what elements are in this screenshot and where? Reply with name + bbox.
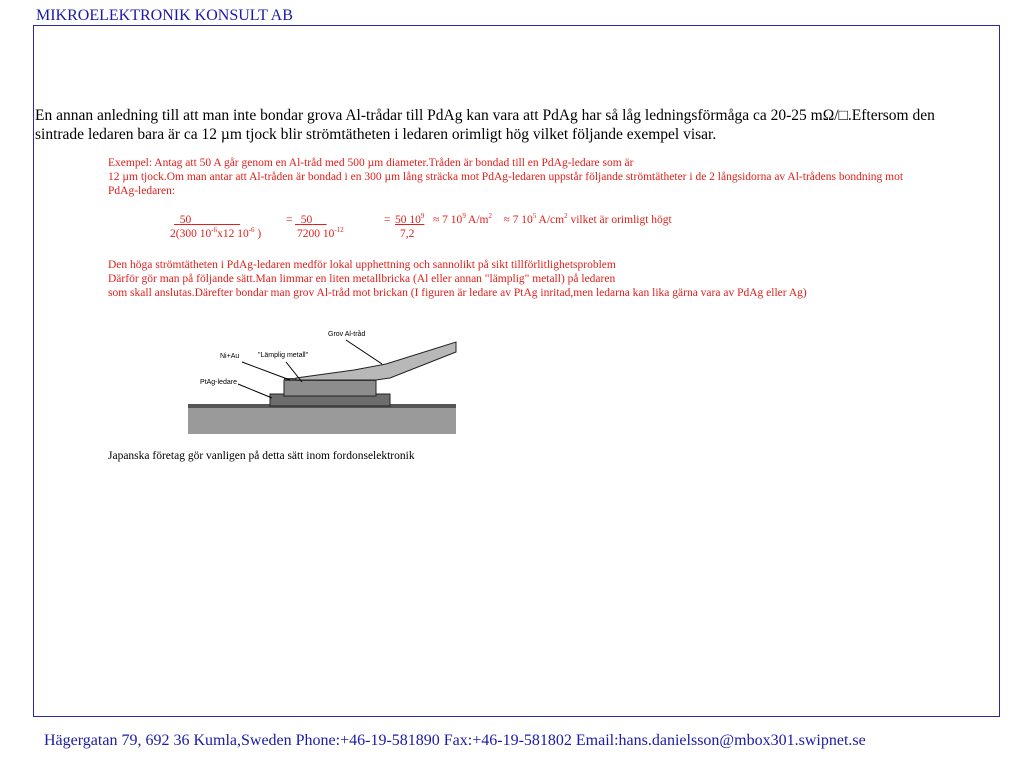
note-line-1: Den höga strömtätheten i PdAg-ledaren medför lokal upphettning och sannolikt på sikt tillförlitlighetsproblem	[108, 259, 616, 271]
metal-tab-shape	[284, 380, 376, 396]
label-wire: Grov Al-tråd	[328, 331, 366, 338]
note-line-2: Därför gör man på följande sätt.Man limmar en liten metallbricka (Al eller annan "lämplig" metall) på ledaren	[108, 273, 616, 285]
note-line-3: som skall anslutas.Därefter bondar man grov Al-tråd mot brickan (I figuren är ledare av PtAg inritad,men ledarna kan lika gärna vara av PdAg eller Ag)	[108, 287, 807, 299]
al-wire-shape	[296, 342, 456, 380]
label-metal: "Lämplig metall"	[258, 352, 309, 359]
conductor-leader-line	[238, 384, 272, 398]
example-paragraph	[108, 156, 988, 198]
intro-line-2: sintrade ledaren bara är ca 12 µm tjock blir strömtätheten i ledaren orimligt hög vilket följande exempel visar.	[35, 126, 717, 143]
example-line-3: PdAg-ledaren:	[108, 185, 176, 197]
example-line-2: 12 µm tjock.Om man antar att Al-tråden är bondad i en 300 µm lång sträcka mot PdAg-ledaren uppstår följande strömtätheter i de 2 långsidorna av Al-trådens bondning mot	[108, 171, 904, 183]
note-paragraph	[108, 258, 988, 300]
niau-leader-line	[242, 362, 290, 380]
formula-numerator-1: 50	[179, 214, 192, 226]
formula-result: 50 $10^9$ ≈ 7 $10^9$ $A/m^2$ ≈ 7 $10^5$ $A/cm^2$ vilket är orimligt högt	[395, 212, 672, 226]
intro-line-1: En annan anledning till att man inte bondar grova Al-trådar till PdAg kan vara att PdAg har så låg ledningsförmåga ca 20-25 mΩ/□.Eftersom den	[35, 107, 935, 124]
label-niau: Ni+Au	[220, 353, 240, 360]
example-line-1: Exempel: Antag att 50 A går genom en Al-tråd med 500 µm diameter.Tråden är bondad till en PdAg-ledare som är	[108, 157, 634, 169]
formula-denominator-3: 7,2	[400, 228, 415, 240]
substrate-shape	[188, 404, 456, 434]
bonding-diagram	[186, 326, 458, 443]
formula-equals-2: =	[384, 214, 391, 226]
formula-numerator-2: 50	[300, 214, 313, 226]
current-density-formula	[108, 213, 808, 245]
formula-denominator-1: 2(300 $10^{-6}x12$ $10^{-6}$ )	[170, 226, 262, 240]
formula-denominator-2: 7200 $10^{-12}$	[297, 226, 344, 240]
company-name: MIKROELEKTRONIK KONSULT AB	[36, 7, 293, 24]
figure-caption: Japanska företag gör vanligen på detta sätt inom fordonselektronik	[108, 450, 415, 462]
bonding-diagram-svg	[186, 326, 458, 438]
wire-leader-line	[346, 340, 382, 364]
formula-equals-1: =	[286, 214, 293, 226]
intro-paragraph	[35, 106, 995, 144]
footer-contact: Hägergatan 79, 692 36 Kumla,Sweden Phone:+46-19-581890 Fax:+46-19-581802 Email:hans.danielsson@mbox301.swipnet.se	[44, 732, 866, 749]
label-conductor: PtAg-ledare	[200, 379, 237, 386]
